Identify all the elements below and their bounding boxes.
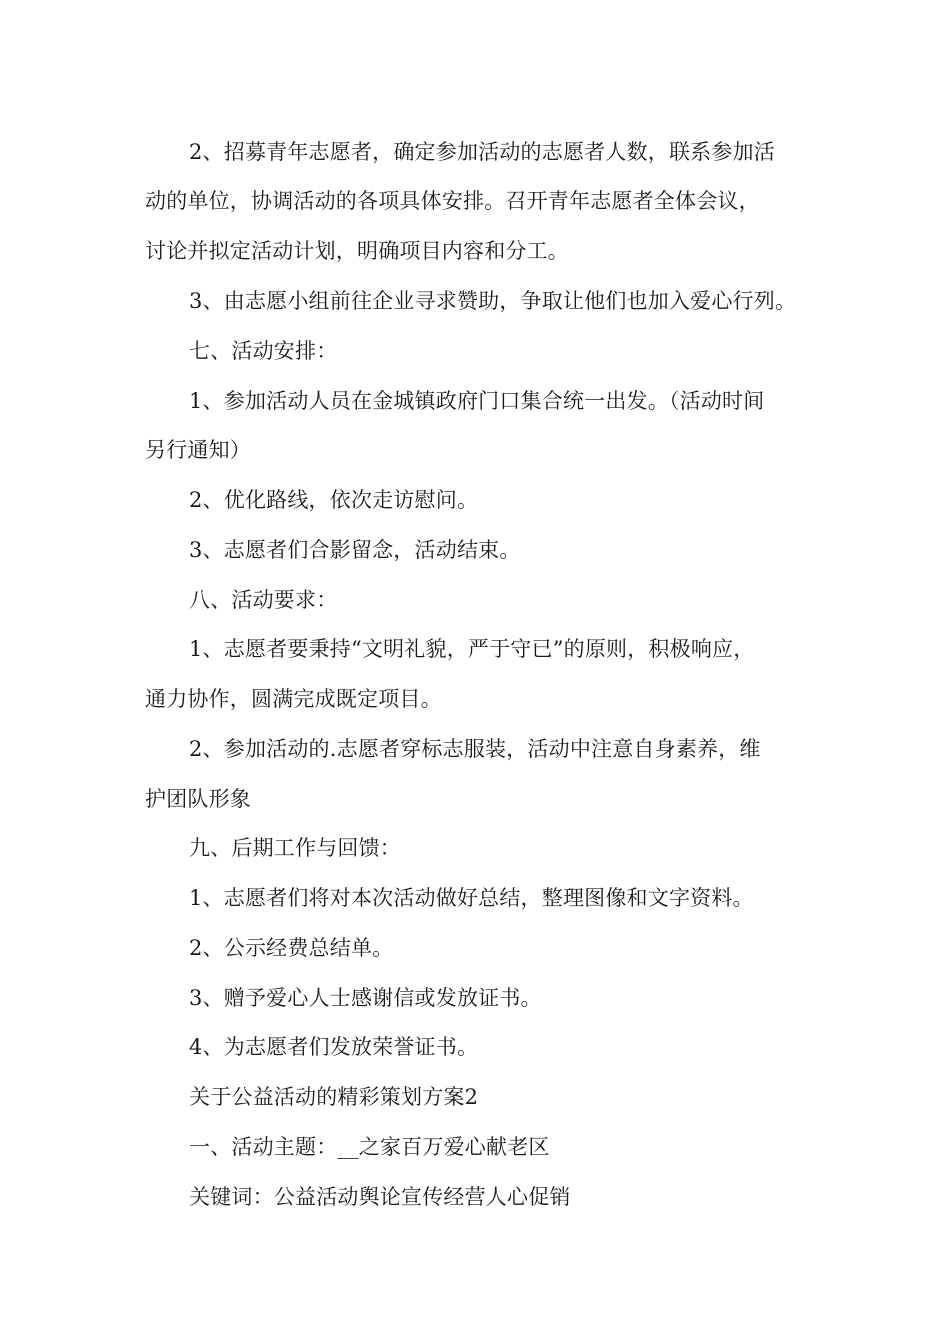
text-line: 3、由志愿小组前往企业寻求赞助，争取让他们也加入爱心行列。: [189, 289, 797, 313]
section-heading: 九、后期工作与回馈：: [189, 836, 401, 860]
text-line: 3、赠予爱心人士感谢信或发放证书。: [189, 986, 542, 1010]
document-title: 关于公益活动的精彩策划方案2: [189, 1085, 479, 1109]
section-heading: 七、活动安排：: [189, 339, 338, 363]
text-line: 另行通知）: [145, 438, 251, 462]
text-line: 2、招募青年志愿者，确定参加活动的志愿者人数，联系参加活: [189, 140, 775, 164]
text-line: 关键词：公益活动舆论宣传经营人心促销: [189, 1185, 571, 1209]
text-line: 3、志愿者们合影留念，活动结束。: [189, 538, 521, 562]
text-line: 护团队形象: [145, 787, 251, 811]
text-line: 2、参加活动的.志愿者穿标志服装，活动中注意自身素养，维: [189, 737, 761, 761]
text-line: 通力协作，圆满完成既定项目。: [145, 687, 442, 711]
text-line: 1、志愿者们将对本次活动做好总结，整理图像和文字资料。: [189, 886, 754, 910]
text-line: 讨论并拟定活动计划，明确项目内容和分工。: [145, 239, 569, 263]
text-line: 2、公示经费总结单。: [189, 936, 394, 960]
text-line: 4、为志愿者们发放荣誉证书。: [189, 1035, 479, 1059]
text-line: 2、优化路线，依次走访慰问。: [189, 488, 479, 512]
section-heading: 一、活动主题：__之家百万爱心献老区: [189, 1135, 550, 1159]
text-line: 1、参加活动人员在金城镇政府门口集合统一出发。（活动时间: [189, 389, 765, 413]
text-line: 1、志愿者要秉持“文明礼貌，严于守已”的原则，积极响应，: [189, 637, 755, 661]
text-line: 动的单位，协调活动的各项具体安排。召开青年志愿者全体会议，: [145, 189, 760, 213]
section-heading: 八、活动要求：: [189, 588, 338, 612]
